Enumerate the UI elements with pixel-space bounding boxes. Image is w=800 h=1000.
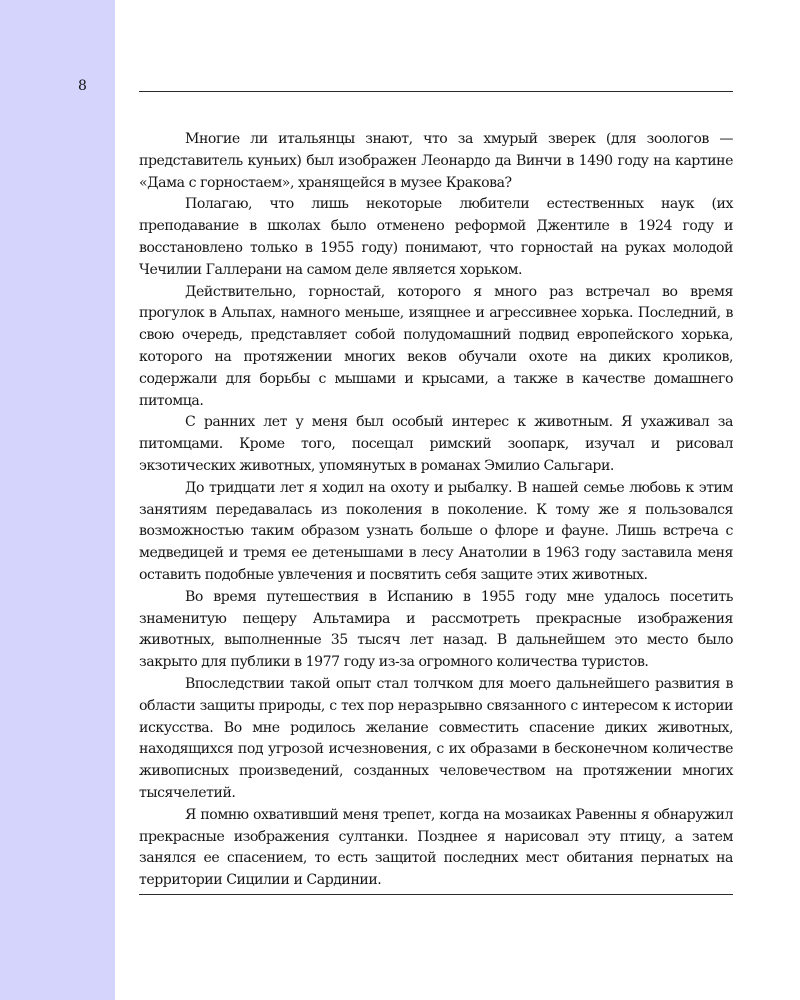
body-text: [139, 129, 733, 892]
paragraph: Во время путешествия в Испанию в 1955 году мне удалось посетить знаменитую пещеру Альтамира и рассмотреть прекрасные изображения животных, выполненные 35 тысяч лет назад. В дальнейшем это место было закрыто для публики в 1977 году из-за огромного количества туристов.: [139, 588, 733, 671]
page-number: 8: [78, 78, 87, 94]
paragraph: До тридцати лет я ходил на охоту и рыбалку. В нашей семье любовь к этим занятиям передавалась из поколения в поколение. К тому же я пользовался возможностью таким образом узнать больше о флоре и фауне. Лишь встреча с медведицей и тремя ее детенышами в лесу Анатолии в 1963 году заставила меня оставить подобные увлечения и посвятить себя защите этих животных.: [139, 479, 733, 583]
paragraph: Полагаю, что лишь некоторые любители естественных наук (их преподавание в школах было отменено реформой Джентиле в 1924 году и восстановлено только в 1955 году) понимают, что горностай на руках молодой Чечилии Галлерани на самом деле является хорьком.: [139, 196, 733, 278]
side-color-band: [0, 0, 115, 1000]
paragraph: Многие ли итальянцы знают, что за хмурый зверек (для зоологов — представитель куньих) был изображен Леонардо да Винчи в 1490 году на картине «Дама с горностаем», хранящейся в музее Кракова?: [139, 131, 733, 191]
bottom-rule: [139, 894, 733, 895]
paragraph: Я помню охвативший меня трепет, когда на мозаиках Равенны я обнаружил прекрасные изображения султанки. Позднее я нарисовал эту птицу, а затем занялся ее спасением, то есть защитой последних мест обитания пернатых на территории Сицилии и Сардинии.: [139, 806, 733, 889]
top-rule: [139, 91, 733, 92]
paragraph: Действительно, горностай, которого я много раз встречал во время прогулок в Альпах, намного меньше, изящнее и агрессивнее хорька. Последний, в свою очередь, представляет собой полудомашний подвид европейского хорька, которого на протяжении многих веков обучали охоте на диких кроликов, содержали для борьбы с мышами и крысами, а также в качестве домашнего питомца.: [139, 283, 733, 409]
paragraph: Впоследствии такой опыт стал толчком для моего дальнейшего развития в области защиты природы, с тех пор неразрывно связанного с интересом к истории искусства. Во мне родилось желание совместить спасение диких животных, находящихся под угрозой исчезновения, с их образами в бесконечном количестве живописных произведений, созданных человечеством на протяжении многих тысячелетий.: [139, 675, 733, 801]
paragraph: С ранних лет у меня был особый интерес к животным. Я ухаживал за питомцами. Кроме того, посещал римский зоопарк, изучал и рисовал экзотических животных, упомянутых в романах Эмилио Сальгари.: [139, 414, 733, 474]
